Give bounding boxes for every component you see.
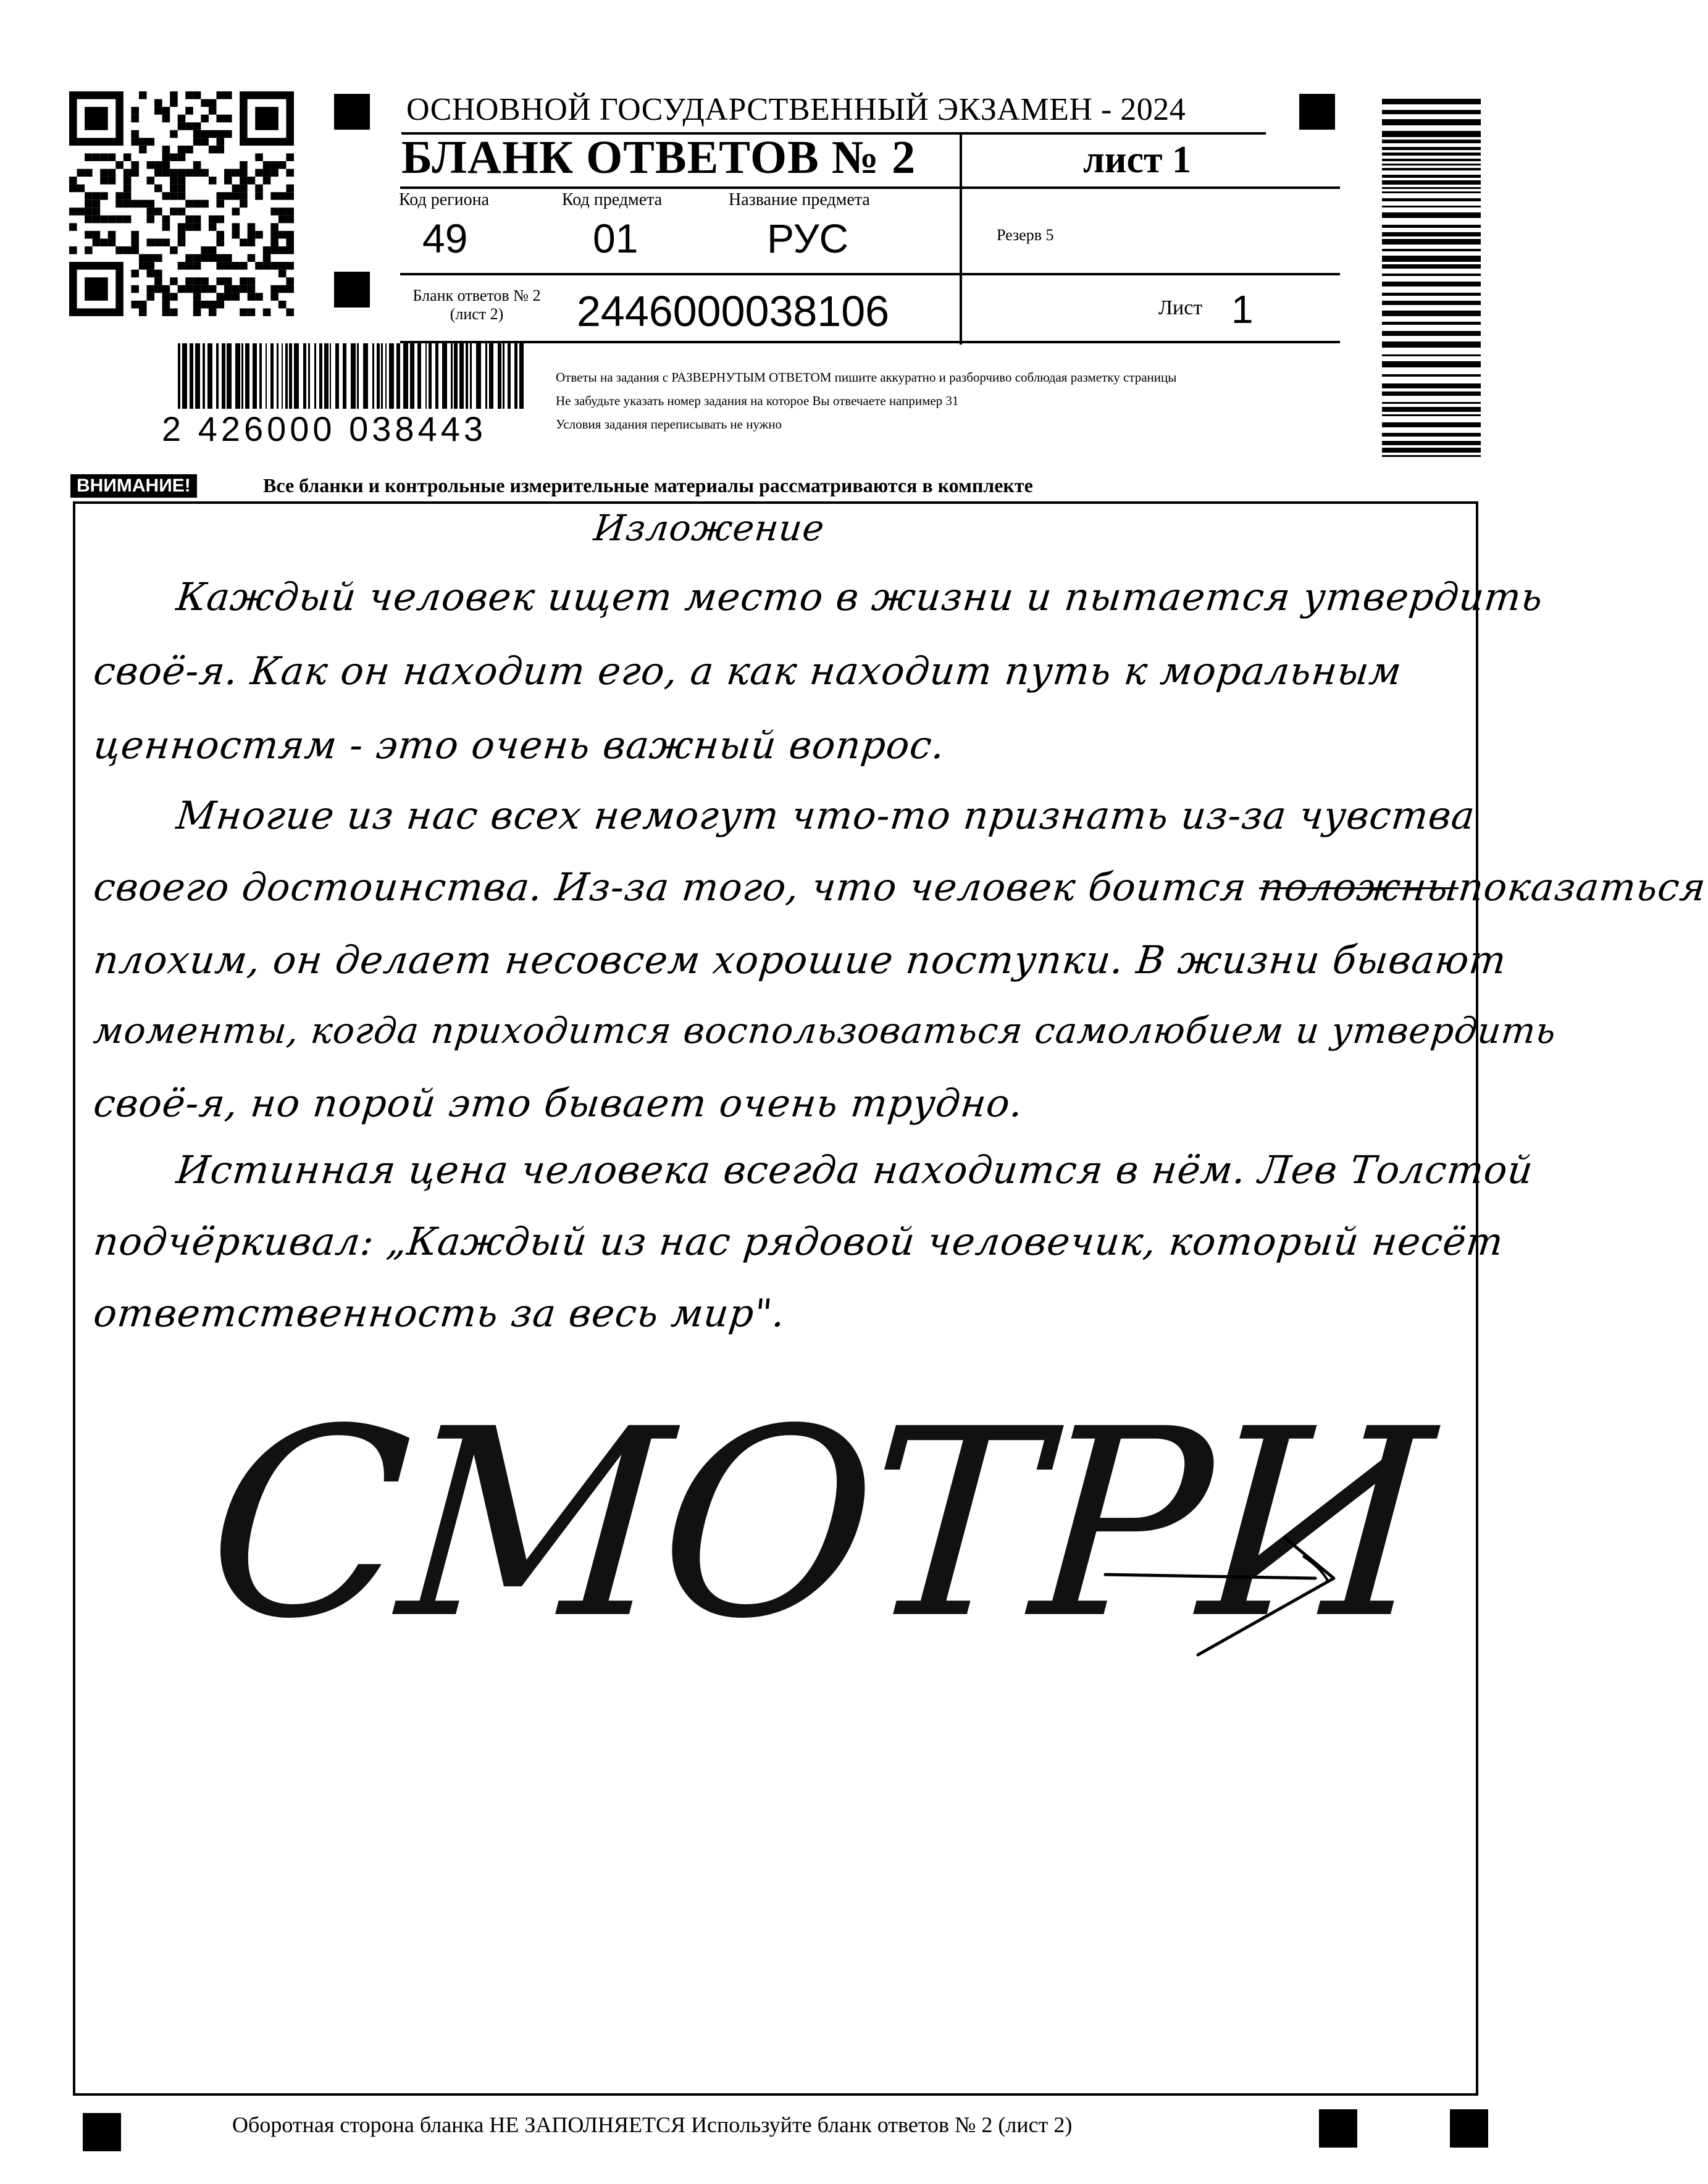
essay-title: Изложение xyxy=(592,507,827,549)
footer-text: Оборотная сторона бланка НЕ ЗАПОЛНЯЕТСЯ Используйте бланк ответов № 2 (лист 2) xyxy=(232,2112,1073,2137)
essay-line-8: своё-я, но порой это бывает очень трудно. xyxy=(91,1081,1026,1126)
list-value: 1 xyxy=(1231,287,1254,332)
subject-code-label: Код предмета xyxy=(562,190,663,209)
barcode-number: 2 426000 038443 xyxy=(162,409,487,448)
blank2-label-line1: Бланк ответов № 2 xyxy=(412,287,541,304)
subject-name-value: РУС xyxy=(767,215,849,261)
blank2-label-line2: (лист 2) xyxy=(450,305,504,323)
essay-line-3: ценностям - это очень важный вопрос. xyxy=(91,722,947,768)
big-word: СМОТРИ xyxy=(199,1374,1434,1676)
sheet-label: лист 1 xyxy=(1083,139,1191,181)
blank-number: 2446000038106 xyxy=(577,287,890,335)
region-value: 49 xyxy=(422,215,468,261)
instruction-line-2: Не забудьте указать номер задания на которое Вы отвечаете например 31 xyxy=(556,393,959,408)
essay-line-5-text: своего достоинства. Из-за того, что человек боится xyxy=(91,864,1249,910)
subject-code-value: 01 xyxy=(593,215,638,261)
essay-line-6: плохим, он делает несовсем хорошие поступки. В жизни бывают xyxy=(91,937,1509,982)
essay-line-10: подчёркивал: „Каждый из нас рядовой человечик, который несёт xyxy=(91,1219,1506,1264)
notice-badge: ВНИМАНИЕ! xyxy=(70,474,197,498)
essay-line-4: Многие из нас всех немогут что-то признать из-за чувства xyxy=(174,793,1478,838)
exam-title: ОСНОВНОЙ ГОСУДАРСТВЕННЫЙ ЭКЗАМЕН - 2024 xyxy=(406,92,1186,127)
notice-text: Все бланки и контрольные измерительные материалы рассматриваются в комплекте xyxy=(263,474,1033,496)
registration-mark-right xyxy=(1299,94,1335,130)
reserve-label: Резерв 5 xyxy=(997,226,1054,244)
header-hline-3 xyxy=(400,341,1340,343)
arrow-icon xyxy=(1099,1519,1358,1680)
instruction-line-1: Ответы на задания с РАЗВЕРНУТЫМ ОТВЕТОМ пишите аккуратно и разборчиво соблюдая разметку страницы xyxy=(556,370,1177,385)
registration-mark-bottom-mid xyxy=(1319,2109,1357,2148)
instructions xyxy=(556,366,1176,436)
header-hline-2 xyxy=(400,273,1340,275)
essay-line-7: моменты, когда приходится воспользоваться самолюбием и утвердить xyxy=(91,1010,1559,1052)
essay-line-5 xyxy=(91,864,1708,910)
blank2-label xyxy=(390,287,563,324)
region-label: Код региона xyxy=(399,190,490,209)
header-vdivider xyxy=(960,135,962,345)
essay-line-5-tail: показаться xyxy=(1456,864,1708,910)
registration-mark-bottom-left xyxy=(83,2113,121,2151)
qr-code xyxy=(69,91,294,316)
subject-name-label: Название предмета xyxy=(729,190,870,209)
instruction-line-3: Условия задания переписывать не нужно xyxy=(556,417,782,432)
registration-mark-bottom-right xyxy=(1450,2109,1488,2148)
form-title: БЛАНК ОТВЕТОВ № 2 xyxy=(401,132,916,183)
essay-line-9: Истинная цена человека всегда находится в нём. Лев Толстой xyxy=(174,1147,1536,1192)
side-barcode xyxy=(1382,99,1483,459)
registration-mark-mid xyxy=(334,272,370,308)
essay-line-1: Каждый человек ищет место в жизни и пытается утвердить xyxy=(174,574,1546,619)
registration-mark-top xyxy=(334,94,370,130)
header-hline-1 xyxy=(400,186,1340,189)
essay-line-11: ответственность за весь мир". xyxy=(91,1291,788,1336)
crossed-out-word: положны xyxy=(1257,864,1462,910)
essay-line-2: своё-я. Как он находит его, а как находит путь к моральным xyxy=(91,648,1404,693)
list-label: Лист xyxy=(1158,296,1203,319)
